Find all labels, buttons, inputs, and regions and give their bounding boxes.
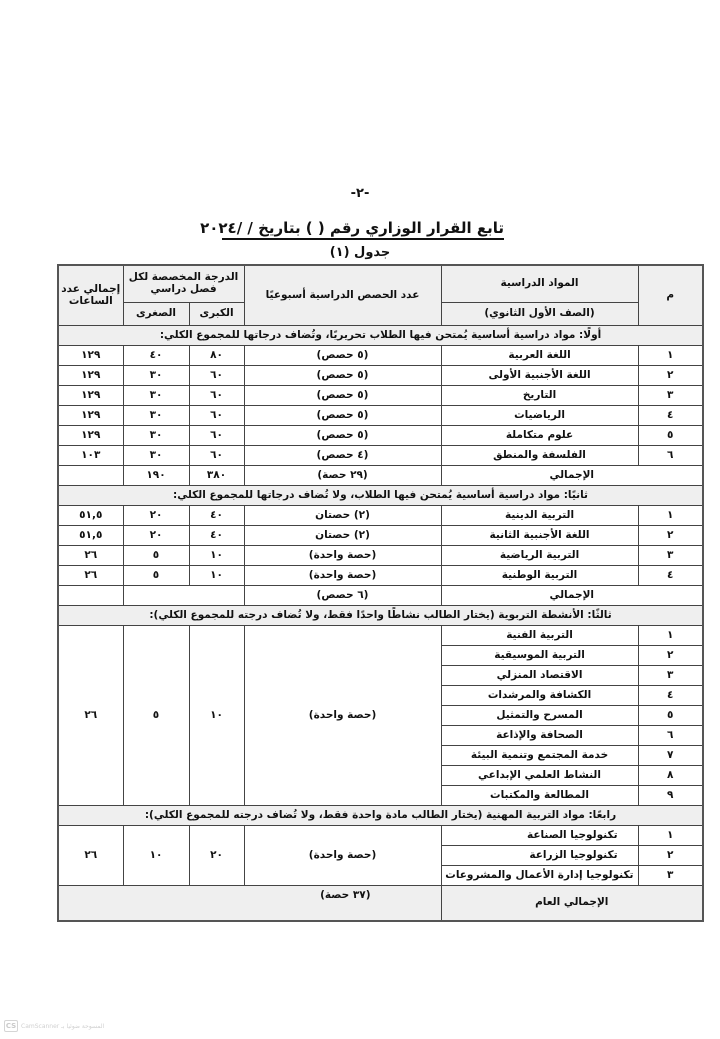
- total-row: [58, 466, 703, 486]
- row-index: ٤: [638, 406, 703, 426]
- total-hours: ٢٦: [58, 626, 123, 806]
- total-marks-empty: [123, 586, 244, 606]
- table-row: [58, 406, 703, 426]
- total-hours-empty: [58, 466, 123, 486]
- row-index: ٢: [638, 526, 703, 546]
- max-mark: ٨٠: [189, 346, 244, 366]
- subject-name: المطالعة والمكتبات: [441, 786, 638, 806]
- watermark-text: CamScanner المسوحة ضوئيا بـ: [21, 1022, 105, 1030]
- weekly-periods: (حصة واحدة): [244, 566, 441, 586]
- row-index: ١: [638, 626, 703, 646]
- table-row: [58, 446, 703, 466]
- row-index: ٥: [638, 706, 703, 726]
- weekly-periods: (حصة واحدة): [244, 626, 441, 806]
- row-index: ٢: [638, 366, 703, 386]
- total-hours: ١٢٩: [58, 386, 123, 406]
- subject-name: الكشافة والمرشدات: [441, 686, 638, 706]
- header-max: الكبرى: [189, 303, 244, 326]
- section-title: ثالثًا: الأنشطة التربوية (يختار الطالب نشاطًا واحدًا فقط، ولا تُضاف درجته للمجموع الكلي):: [58, 606, 703, 626]
- section-header-row: [58, 606, 703, 626]
- section-title: رابعًا: مواد التربية المهنية (يختار الطالب مادة واحدة فقط، ولا تُضاف درجته للمجموع الكلي):: [58, 806, 703, 826]
- subject-name: المسرح والتمثيل: [441, 706, 638, 726]
- total-row: [58, 586, 703, 606]
- row-index: ٤: [638, 566, 703, 586]
- max-mark: ١٠: [189, 546, 244, 566]
- total-hours: ١٢٩: [58, 426, 123, 446]
- table-row: [58, 526, 703, 546]
- table-row: [58, 346, 703, 366]
- total-label: الإجمالي: [441, 586, 703, 606]
- max-mark: ٦٠: [189, 386, 244, 406]
- section-header-row: [58, 326, 703, 346]
- row-index: ٨: [638, 766, 703, 786]
- weekly-periods: (٥ حصص): [244, 366, 441, 386]
- subject-name: تكنولوجيا الصناعة: [441, 826, 638, 846]
- min-mark: ٣٠: [123, 446, 189, 466]
- min-mark: ٥: [123, 546, 189, 566]
- weekly-periods: (٥ حصص): [244, 406, 441, 426]
- min-mark: ٤٠: [123, 346, 189, 366]
- max-mark: ٦٠: [189, 426, 244, 446]
- section-header-row: [58, 486, 703, 506]
- header-subjects: المواد الدراسية: [441, 265, 638, 303]
- table-row: [58, 366, 703, 386]
- max-mark: ٤٠: [189, 526, 244, 546]
- subject-name: خدمة المجتمع وتنمية البيئة: [441, 746, 638, 766]
- weekly-periods: (٥ حصص): [244, 346, 441, 366]
- grand-total-label: الإجمالي العام: [441, 886, 703, 922]
- max-mark: ٢٠: [189, 826, 244, 886]
- min-mark: ١٠: [123, 826, 189, 886]
- weekly-periods: (٥ حصص): [244, 386, 441, 406]
- min-mark: ٢٠: [123, 526, 189, 546]
- grand-total-row: [58, 886, 703, 922]
- camscanner-logo-icon: CS: [5, 1022, 17, 1030]
- row-index: ٤: [638, 686, 703, 706]
- min-mark: ٣٠: [123, 406, 189, 426]
- row-index: ١: [638, 826, 703, 846]
- total-max: ٣٨٠: [189, 466, 244, 486]
- min-mark: ٥: [123, 566, 189, 586]
- max-mark: ٤٠: [189, 506, 244, 526]
- table-caption: جدول (١): [329, 245, 391, 260]
- weekly-periods: (٤ حصص): [244, 446, 441, 466]
- header-index: م: [638, 265, 703, 326]
- table-row: [58, 566, 703, 586]
- header-total-hours: إجمالي عدد الساعات: [58, 265, 123, 326]
- min-mark: ٥: [123, 626, 189, 806]
- subject-name: التربية الدينية: [441, 506, 638, 526]
- curriculum-table: [57, 264, 704, 922]
- weekly-periods: (٥ حصص): [244, 426, 441, 446]
- total-periods: (٢٩ حصة): [244, 466, 441, 486]
- grand-total-periods: (٣٧ حصة): [58, 886, 441, 922]
- max-mark: ٦٠: [189, 366, 244, 386]
- subject-name: التربية الموسيقية: [441, 646, 638, 666]
- row-index: ٣: [638, 546, 703, 566]
- row-index: ٢: [638, 846, 703, 866]
- total-label: الإجمالي: [441, 466, 703, 486]
- section-title: ثانيًا: مواد دراسية أساسية يُمتحن فيها الطلاب، ولا تُضاف درجاتها للمجموع الكلي:: [58, 486, 703, 506]
- subject-name: اللغة الأجنبية الثانية: [441, 526, 638, 546]
- subject-name: الاقتصاد المنزلي: [441, 666, 638, 686]
- total-hours: ٥١,٥: [58, 526, 123, 546]
- camscanner-watermark: [4, 1020, 104, 1032]
- document-title: تابع القرار الوزاري رقم ( ) بتاريخ / /٢٠٢٤: [222, 219, 504, 240]
- subject-name: الرياضيات: [441, 406, 638, 426]
- subject-name: التربية الفنية: [441, 626, 638, 646]
- row-index: ٥: [638, 426, 703, 446]
- max-mark: ٦٠: [189, 446, 244, 466]
- row-index: ٣: [638, 866, 703, 886]
- total-hours: ٢٦: [58, 566, 123, 586]
- total-hours: ١٠٣: [58, 446, 123, 466]
- row-index: ٦: [638, 726, 703, 746]
- total-hours: ١٢٩: [58, 346, 123, 366]
- total-periods: (٦ حصص): [244, 586, 441, 606]
- subject-name: تكنولوجيا الزراعة: [441, 846, 638, 866]
- row-index: ٧: [638, 746, 703, 766]
- page-number: -٢-: [350, 186, 370, 201]
- subject-name: الصحافة والإذاعة: [441, 726, 638, 746]
- weekly-periods: (٢) حصتان: [244, 506, 441, 526]
- subject-name: التاريخ: [441, 386, 638, 406]
- min-mark: ٢٠: [123, 506, 189, 526]
- section-title: أولًا: مواد دراسية أساسية يُمتحن فيها الطلاب تحريريًا، وتُضاف درجاتها للمجموع الكلي:: [58, 326, 703, 346]
- table-row: [58, 506, 703, 526]
- table-row: [58, 826, 703, 846]
- header-grade-level: (الصف الأول الثانوي): [441, 303, 638, 326]
- subject-name: تكنولوجيا إدارة الأعمال والمشروعات: [441, 866, 638, 886]
- row-index: ٣: [638, 666, 703, 686]
- weekly-periods: (٢) حصتان: [244, 526, 441, 546]
- subject-name: اللغة العربية: [441, 346, 638, 366]
- total-hours: ١٢٩: [58, 366, 123, 386]
- subject-name: التربية الوطنية: [441, 566, 638, 586]
- subject-name: النشاط العلمي الإبداعي: [441, 766, 638, 786]
- header-row: [58, 265, 703, 303]
- section-header-row: [58, 806, 703, 826]
- table-row: [58, 386, 703, 406]
- row-index: ٢: [638, 646, 703, 666]
- min-mark: ٣٠: [123, 366, 189, 386]
- total-hours: ٥١,٥: [58, 506, 123, 526]
- table-row: [58, 546, 703, 566]
- row-index: ٣: [638, 386, 703, 406]
- subject-name: اللغة الأجنبية الأولى: [441, 366, 638, 386]
- weekly-periods: (حصة واحدة): [244, 826, 441, 886]
- header-min: الصغرى: [123, 303, 189, 326]
- row-index: ١: [638, 506, 703, 526]
- total-hours: ٢٦: [58, 826, 123, 886]
- header-marks-group: الدرجة المخصصة لكل فصل دراسي: [123, 265, 244, 303]
- header-weekly-periods: عدد الحصص الدراسية أسبوعيًا: [244, 265, 441, 326]
- subject-name: علوم متكاملة: [441, 426, 638, 446]
- table-row: [58, 626, 703, 646]
- subject-name: التربية الرياضية: [441, 546, 638, 566]
- max-mark: ١٠: [189, 566, 244, 586]
- total-hours: ٢٦: [58, 546, 123, 566]
- min-mark: ٣٠: [123, 386, 189, 406]
- row-index: ١: [638, 346, 703, 366]
- total-hours-empty: [58, 586, 123, 606]
- subject-name: الفلسفة والمنطق: [441, 446, 638, 466]
- row-index: ٦: [638, 446, 703, 466]
- max-mark: ١٠: [189, 626, 244, 806]
- total-min: ١٩٠: [123, 466, 189, 486]
- weekly-periods: (حصة واحدة): [244, 546, 441, 566]
- table-row: [58, 426, 703, 446]
- max-mark: ٦٠: [189, 406, 244, 426]
- total-hours: ١٢٩: [58, 406, 123, 426]
- row-index: ٩: [638, 786, 703, 806]
- min-mark: ٣٠: [123, 426, 189, 446]
